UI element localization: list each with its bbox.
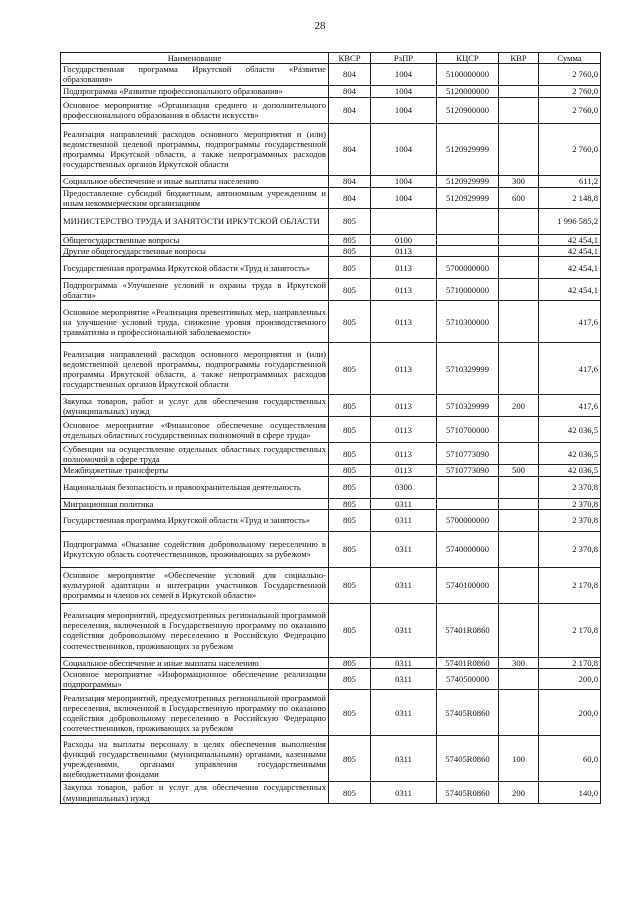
cell-kvr: [499, 279, 539, 301]
cell-sum: 42 036,5: [539, 417, 601, 443]
table-row: [61, 498, 601, 509]
cell-rzpr: 0113: [371, 395, 437, 417]
cell-sum: 2 148,8: [539, 187, 601, 208]
cell-name: Подпрограмма «Оказание содействия добровольному переселению в Иркутскую область соотечественников, проживающих за рубежом»: [61, 531, 329, 567]
cell-sum: 1 996 585,2: [539, 209, 601, 235]
cell-kvsr: 805: [329, 603, 371, 657]
cell-kvr: [499, 603, 539, 657]
cell-kcsr: 5710329999: [437, 395, 499, 417]
cell-kcsr: 5710700000: [437, 417, 499, 443]
cell-sum: 42 454,1: [539, 235, 601, 246]
cell-rzpr: 0300: [371, 476, 437, 498]
cell-sum: 2 760,0: [539, 64, 601, 85]
cell-rzpr: 0311: [371, 498, 437, 509]
cell-kvsr: 805: [329, 417, 371, 443]
cell-rzpr: 0113: [371, 246, 437, 257]
cell-rzpr: 1004: [371, 123, 437, 175]
cell-sum: 42 036,5: [539, 465, 601, 476]
cell-sum: 60,0: [539, 736, 601, 782]
cell-kcsr: [437, 235, 499, 246]
cell-kvsr: 805: [329, 657, 371, 668]
cell-kvsr: 805: [329, 279, 371, 301]
cell-kcsr: 57405R0860: [437, 782, 499, 803]
cell-rzpr: 1004: [371, 97, 437, 123]
cell-kvsr: 805: [329, 498, 371, 509]
cell-kvr: [499, 690, 539, 736]
cell-name: Расходы на выплаты персоналу в целях обеспечения выполнения функций государственными (муниципальными) органами, казенными учреждениями, органами управления государственными внебюджетными фондами: [61, 736, 329, 782]
cell-rzpr: 0100: [371, 235, 437, 246]
cell-name: Закупка товаров, работ и услуг для обеспечения государственных (муниципальных) нужд: [61, 782, 329, 803]
cell-kcsr: 57401R0860: [437, 603, 499, 657]
cell-kcsr: 5120929999: [437, 175, 499, 187]
cell-rzpr: 0311: [371, 509, 437, 531]
cell-kvsr: 805: [329, 782, 371, 803]
cell-kvsr: 805: [329, 476, 371, 498]
cell-rzpr: 0113: [371, 343, 437, 395]
table-row: [61, 343, 601, 395]
table-row: [61, 123, 601, 175]
cell-rzpr: [371, 209, 437, 235]
table-row: [61, 657, 601, 668]
cell-name: Государственная программа Иркутской области «Труд и занятость»: [61, 257, 329, 279]
cell-kcsr: [437, 498, 499, 509]
cell-kvsr: 805: [329, 567, 371, 603]
cell-kcsr: 5700000000: [437, 509, 499, 531]
table-row: [61, 209, 601, 235]
cell-name: Субвенции на осуществление отдельных областных государственных полномочий в сфере труда: [61, 443, 329, 465]
cell-kcsr: 5700000000: [437, 257, 499, 279]
cell-sum: 2 370,8: [539, 476, 601, 498]
cell-rzpr: 0311: [371, 690, 437, 736]
cell-name: Национальная безопасность и правоохранительная деятельность: [61, 476, 329, 498]
cell-kcsr: 5710329999: [437, 343, 499, 395]
cell-sum: 2 170,8: [539, 603, 601, 657]
cell-kvsr: 805: [329, 531, 371, 567]
page-number: 28: [314, 20, 326, 32]
cell-rzpr: 0311: [371, 657, 437, 668]
cell-kcsr: 5710300000: [437, 301, 499, 343]
cell-name: Реализация мероприятий, предусмотренных региональной программой переселения, включенной в Государственную программу по оказанию содействия добровольному переселению в Российскую Федерацию соотечественников, проживающих за рубежом: [61, 690, 329, 736]
cell-kcsr: 5100000000: [437, 64, 499, 85]
cell-kvsr: 805: [329, 209, 371, 235]
cell-sum: 42 454,1: [539, 279, 601, 301]
table-row: [61, 279, 601, 301]
cell-rzpr: 0113: [371, 443, 437, 465]
cell-kvsr: 804: [329, 97, 371, 123]
cell-rzpr: 0113: [371, 279, 437, 301]
cell-kvsr: 805: [329, 395, 371, 417]
cell-kvsr: 805: [329, 509, 371, 531]
cell-kvr: [499, 443, 539, 465]
cell-rzpr: 0311: [371, 782, 437, 803]
cell-kvr: [499, 246, 539, 257]
cell-sum: 42 454,1: [539, 257, 601, 279]
cell-kvr: [499, 235, 539, 246]
cell-sum: 42 454,1: [539, 246, 601, 257]
cell-kcsr: 57405R0860: [437, 736, 499, 782]
cell-kvr: 600: [499, 187, 539, 208]
cell-name: МИНИСТЕРСТВО ТРУДА И ЗАНЯТОСТИ ИРКУТСКОЙ ОБЛАСТИ: [61, 209, 329, 235]
table-row: [61, 257, 601, 279]
cell-name: Социальное обеспечение и иные выплаты населению: [61, 657, 329, 668]
table-row: [61, 187, 601, 208]
cell-kvr: [499, 498, 539, 509]
cell-kvsr: 805: [329, 246, 371, 257]
cell-rzpr: 0113: [371, 417, 437, 443]
cell-kvsr: 804: [329, 85, 371, 97]
cell-rzpr: 1004: [371, 175, 437, 187]
cell-kvsr: 804: [329, 64, 371, 85]
table-header-row: [61, 53, 601, 64]
cell-kcsr: 5120000000: [437, 85, 499, 97]
cell-kvr: [499, 476, 539, 498]
cell-kvsr: 804: [329, 187, 371, 208]
cell-rzpr: 1004: [371, 64, 437, 85]
cell-kcsr: 5740000000: [437, 531, 499, 567]
cell-name: Социальное обеспечение и иные выплаты населению: [61, 175, 329, 187]
cell-kcsr: 5710000000: [437, 279, 499, 301]
cell-rzpr: 0311: [371, 531, 437, 567]
cell-kvr: 300: [499, 657, 539, 668]
header-rzpr: РзПР: [371, 53, 437, 64]
table-row: [61, 509, 601, 531]
table-row: [61, 443, 601, 465]
cell-sum: 417,6: [539, 301, 601, 343]
cell-sum: 2 760,0: [539, 123, 601, 175]
budget-table: [60, 52, 601, 804]
cell-name: Межбюджетные трансферты: [61, 465, 329, 476]
cell-name: Подпрограмма «Улучшение условий и охраны труда в Иркутской области»: [61, 279, 329, 301]
table-row: [61, 85, 601, 97]
cell-rzpr: 0311: [371, 603, 437, 657]
cell-kvr: [499, 669, 539, 690]
cell-kvr: [499, 209, 539, 235]
cell-name: Основное мероприятие «Обеспечение условий для социально-культурной адаптации и интеграции участников Государственной программы и членов их семей в Иркутской области»: [61, 567, 329, 603]
cell-sum: 2 370,8: [539, 509, 601, 531]
cell-kvsr: 805: [329, 690, 371, 736]
cell-sum: 2 760,0: [539, 85, 601, 97]
cell-name: Реализация направлений расходов основного мероприятия и (или) ведомственной целевой программы, подпрограммы государственной программы Иркутской области, а также непрограммных расходов государственных органов Иркутской области: [61, 343, 329, 395]
cell-kvr: [499, 567, 539, 603]
cell-kvsr: 804: [329, 123, 371, 175]
cell-kvr: 100: [499, 736, 539, 782]
cell-kvsr: 805: [329, 257, 371, 279]
cell-kvr: 300: [499, 175, 539, 187]
cell-name: Основное мероприятие «Информационное обеспечение реализации подпрограммы»: [61, 669, 329, 690]
cell-name: Другие общегосударственные вопросы: [61, 246, 329, 257]
cell-rzpr: 0311: [371, 669, 437, 690]
cell-name: Основное мероприятие «Организация среднего и дополнительного профессионального образования в области искусств»: [61, 97, 329, 123]
header-sum: Сумма: [539, 53, 601, 64]
cell-kcsr: 5740100000: [437, 567, 499, 603]
table-row: [61, 97, 601, 123]
cell-kvr: [499, 97, 539, 123]
cell-rzpr: 0311: [371, 736, 437, 782]
header-kvsr: КВСР: [329, 53, 371, 64]
cell-kcsr: 5710773090: [437, 443, 499, 465]
cell-rzpr: 1004: [371, 187, 437, 208]
cell-sum: 417,6: [539, 395, 601, 417]
table-row: [61, 476, 601, 498]
cell-rzpr: 0311: [371, 567, 437, 603]
table-row: [61, 235, 601, 246]
cell-rzpr: 0113: [371, 257, 437, 279]
cell-name: Миграционная политика: [61, 498, 329, 509]
cell-name: Закупка товаров, работ и услуг для обеспечения государственных (муниципальных) нужд: [61, 395, 329, 417]
header-kcsr: КЦСР: [437, 53, 499, 64]
cell-name: Реализация направлений расходов основного мероприятия и (или) ведомственной целевой программы, подпрограммы государственной программы Иркутской области, а также непрограммных расходов государственных органов Иркутской области: [61, 123, 329, 175]
cell-kvr: [499, 509, 539, 531]
cell-kvsr: 805: [329, 736, 371, 782]
cell-kvr: 200: [499, 395, 539, 417]
cell-name: Государственная программа Иркутской области «Труд и занятость»: [61, 509, 329, 531]
cell-sum: 2 370,8: [539, 498, 601, 509]
cell-kcsr: 57401R0860: [437, 657, 499, 668]
cell-rzpr: 0113: [371, 301, 437, 343]
cell-sum: 140,0: [539, 782, 601, 803]
cell-kvr: 500: [499, 465, 539, 476]
cell-name: Основное мероприятие «Реализация превентивных мер, направленных на улучшение условий труда, снижение уровня производственного травматизма и профессиональной заболеваемости»: [61, 301, 329, 343]
table-row: [61, 301, 601, 343]
cell-sum: 2 760,0: [539, 97, 601, 123]
cell-kvsr: 805: [329, 343, 371, 395]
cell-kcsr: 5740500000: [437, 669, 499, 690]
cell-kvsr: 805: [329, 443, 371, 465]
cell-kvr: [499, 257, 539, 279]
cell-kcsr: 5120900000: [437, 97, 499, 123]
cell-kvr: 200: [499, 782, 539, 803]
cell-kvr: [499, 301, 539, 343]
header-name: Наименование: [61, 53, 329, 64]
cell-kvsr: 804: [329, 175, 371, 187]
header-kvr: КВР: [499, 53, 539, 64]
cell-kvsr: 805: [329, 235, 371, 246]
cell-name: Реализация мероприятий, предусмотренных региональной программой переселения, включенной в Государственную программу по оказанию содействия добровольному переселению в Российскую Федерацию соотечественников, проживающих за рубежом: [61, 603, 329, 657]
cell-kvr: [499, 85, 539, 97]
cell-kvr: [499, 531, 539, 567]
cell-kvr: [499, 123, 539, 175]
cell-kvsr: 805: [329, 669, 371, 690]
cell-sum: 2 370,8: [539, 531, 601, 567]
cell-kvr: [499, 417, 539, 443]
table-row: [61, 669, 601, 690]
cell-sum: 200,0: [539, 669, 601, 690]
cell-name: Подпрограмма «Развитие профессионального образования»: [61, 85, 329, 97]
table-row: [61, 782, 601, 803]
table-row: [61, 567, 601, 603]
table-row: [61, 64, 601, 85]
cell-sum: 42 036,5: [539, 443, 601, 465]
cell-kvr: [499, 343, 539, 395]
cell-name: Государственная программа Иркутской области «Развитие образования»: [61, 64, 329, 85]
cell-kvsr: 805: [329, 301, 371, 343]
table-row: [61, 736, 601, 782]
cell-sum: 417,6: [539, 343, 601, 395]
cell-kcsr: 5710773090: [437, 465, 499, 476]
table-row: [61, 465, 601, 476]
cell-sum: 2 170,8: [539, 657, 601, 668]
cell-rzpr: 0113: [371, 465, 437, 476]
cell-rzpr: 1004: [371, 85, 437, 97]
cell-kvr: [499, 64, 539, 85]
cell-kcsr: [437, 209, 499, 235]
table-row: [61, 690, 601, 736]
cell-kcsr: [437, 476, 499, 498]
cell-kcsr: 5120929999: [437, 123, 499, 175]
cell-kcsr: [437, 246, 499, 257]
table-row: [61, 531, 601, 567]
cell-sum: 2 170,8: [539, 567, 601, 603]
table-row: [61, 395, 601, 417]
table-row: [61, 175, 601, 187]
cell-kvsr: 805: [329, 465, 371, 476]
cell-kcsr: 57405R0860: [437, 690, 499, 736]
cell-sum: 611,2: [539, 175, 601, 187]
table-row: [61, 603, 601, 657]
table-row: [61, 246, 601, 257]
cell-name: Основное мероприятие «Финансовое обеспечение осуществления отдельных областных государственных полномочий в сфере труда»: [61, 417, 329, 443]
cell-name: Предоставление субсидий бюджетным, автономным учреждениям и иным некоммерческим организациям: [61, 187, 329, 208]
cell-sum: 200,0: [539, 690, 601, 736]
table-row: [61, 417, 601, 443]
cell-name: Общегосударственные вопросы: [61, 235, 329, 246]
cell-kcsr: 5120929999: [437, 187, 499, 208]
